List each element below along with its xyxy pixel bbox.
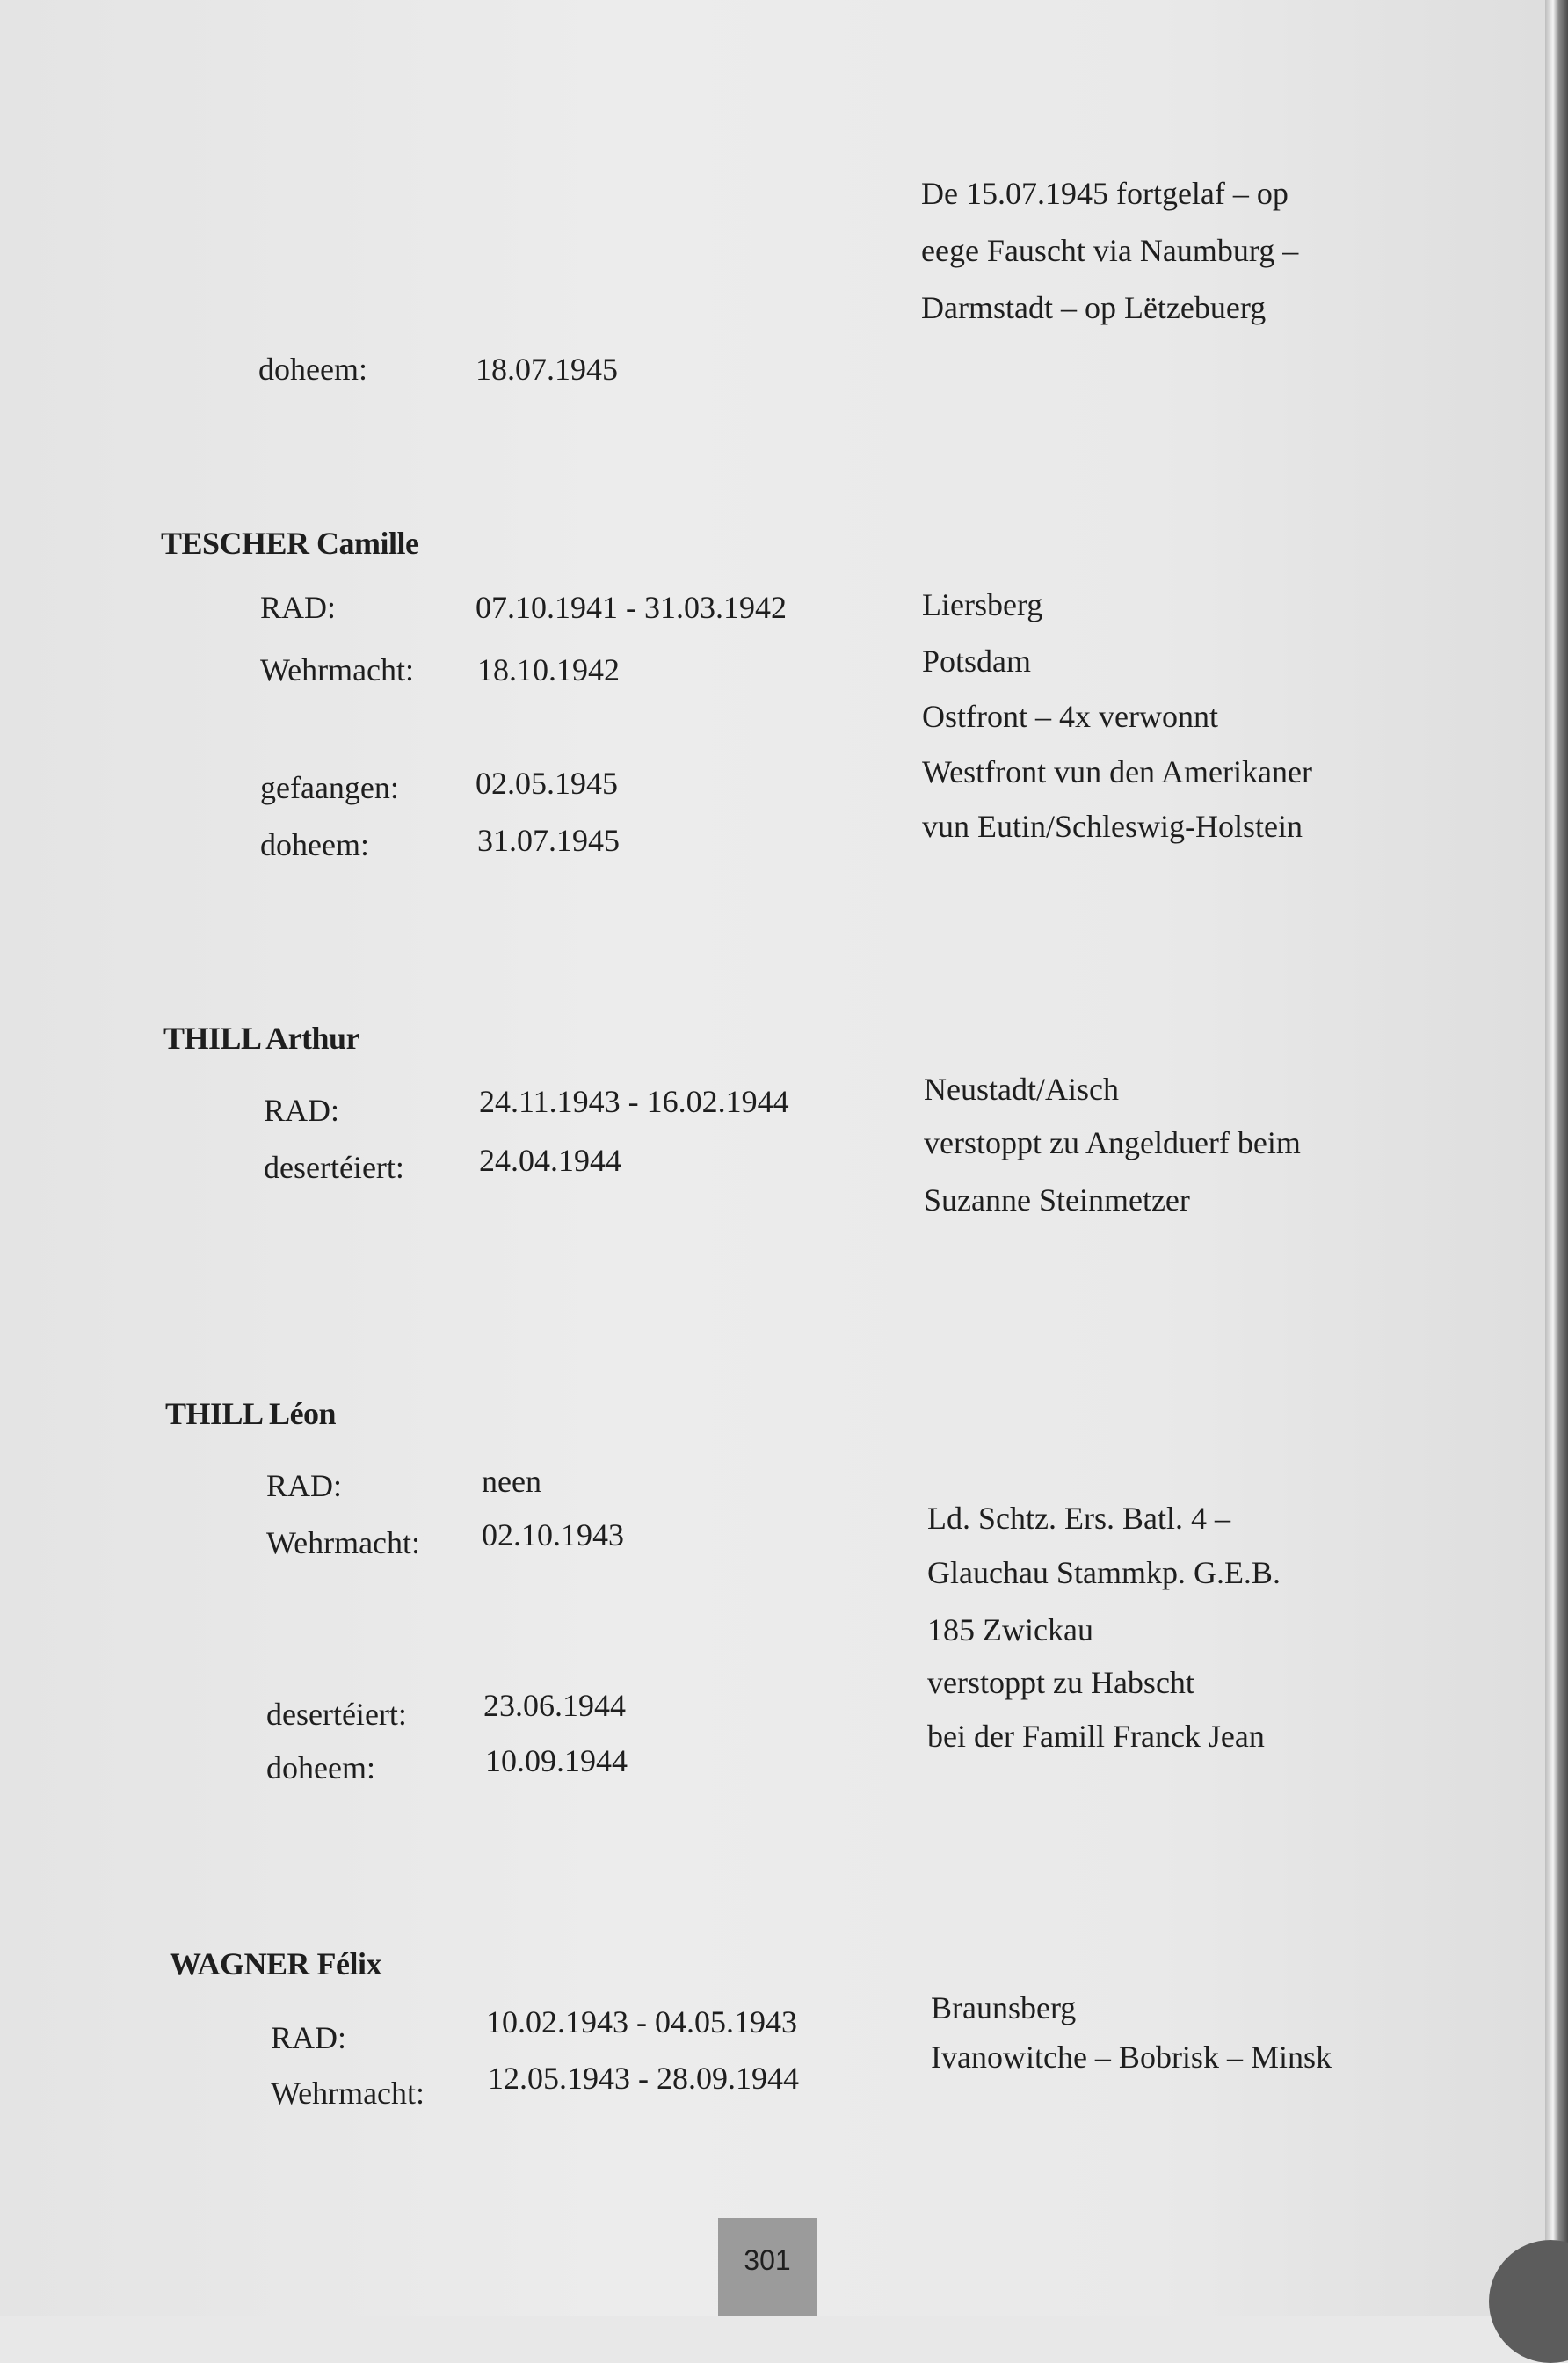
entry-label-wehrmacht: Wehrmacht: [266, 1525, 421, 1560]
entry-note-4: verstoppt zu Habscht [927, 1665, 1194, 1700]
entry-note-1: Braunsberg [931, 1990, 1077, 2025]
entry-note-1: Liersberg [922, 587, 1043, 622]
intro-doheem-label: doheem: [258, 352, 367, 387]
entry-label-gefaangen: gefaangen: [260, 770, 399, 805]
intro-doheem-date: 18.07.1945 [475, 352, 618, 387]
entry-note-1: Neustadt/Aisch [924, 1072, 1119, 1107]
entry-date-wehrmacht: 02.10.1943 [482, 1517, 624, 1552]
page-number-box [718, 2218, 817, 2316]
entry-note-2: Ivanowitche – Bobrisk – Minsk [931, 2039, 1332, 2075]
entry-date-wehrmacht: 12.05.1943 - 28.09.1944 [488, 2061, 799, 2096]
entry-label-doheem: doheem: [260, 827, 369, 862]
page-edge [1545, 0, 1568, 2316]
entry-label-rad: RAD: [264, 1093, 340, 1128]
entry-label-rad: RAD: [271, 2020, 347, 2055]
entry-note-5: vun Eutin/Schleswig-Holstein [922, 809, 1303, 844]
entry-note-2: verstoppt zu Angelduerf beim [924, 1125, 1301, 1160]
entry-date-desertieiert: 24.04.1944 [479, 1143, 621, 1178]
entry-note-4: Westfront vun den Amerikaner [922, 754, 1312, 789]
entry-note-1: Ld. Schtz. Ers. Batl. 4 – [927, 1501, 1230, 1536]
entry-label-wehrmacht: Wehrmacht: [260, 652, 415, 687]
entry-label-desertieiert: desertéiert: [266, 1697, 407, 1732]
entry-date-wehrmacht: 18.10.1942 [477, 652, 620, 687]
intro-note-line-1: De 15.07.1945 fortgelaf – op [921, 176, 1289, 211]
entry-note-2: Glauchau Stammkp. G.E.B. [927, 1555, 1281, 1590]
entry-label-rad: RAD: [260, 590, 337, 625]
entry-date-rad: 07.10.1941 - 31.03.1942 [475, 590, 787, 625]
entry-date-doheem: 31.07.1945 [477, 823, 620, 858]
entry-name: WAGNER Félix [170, 1946, 381, 1981]
entry-note-3: Ostfront – 4x verwonnt [922, 699, 1218, 734]
entry-note-3: 185 Zwickau [927, 1612, 1093, 1647]
intro-note-line-2: eege Fauscht via Naumburg – [921, 233, 1299, 268]
entry-label-wehrmacht: Wehrmacht: [271, 2076, 425, 2111]
entry-date-gefaangen: 02.05.1945 [475, 766, 618, 801]
entry-date-rad: 24.11.1943 - 16.02.1944 [479, 1084, 789, 1119]
entry-note-2: Potsdam [922, 643, 1032, 679]
entry-label-doheem: doheem: [266, 1750, 375, 1785]
entry-label-rad: RAD: [266, 1468, 343, 1503]
entry-date-desertieiert: 23.06.1944 [483, 1688, 626, 1723]
entry-name: THILL Léon [165, 1396, 337, 1431]
entry-name: TESCHER Camille [161, 526, 419, 561]
entry-name: THILL Arthur [163, 1021, 360, 1056]
entry-date-doheem: 10.09.1944 [485, 1743, 628, 1778]
entry-note-3: Suzanne Steinmetzer [924, 1182, 1190, 1218]
entry-note-5: bei der Famill Franck Jean [927, 1719, 1265, 1754]
intro-note-line-3: Darmstadt – op Lëtzebuerg [921, 290, 1267, 325]
entry-date-rad: 10.02.1943 - 04.05.1943 [486, 2004, 797, 2039]
entry-label-desertieiert: desertéiert: [264, 1150, 404, 1185]
page-number: 301 [744, 2244, 791, 2276]
entry-date-rad: neen [482, 1464, 541, 1499]
